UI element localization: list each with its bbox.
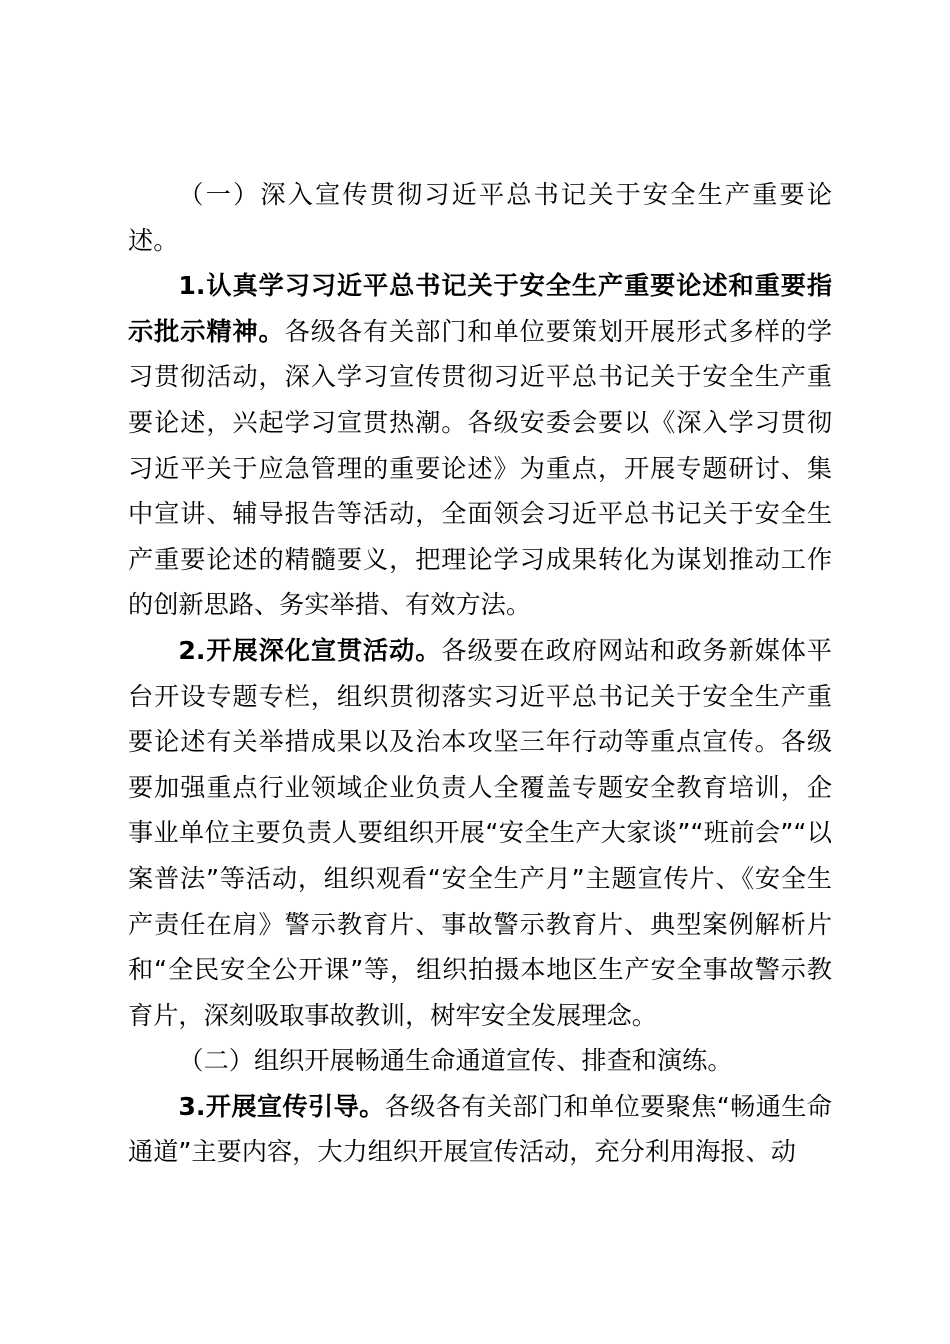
item-1-body: 各级各有关部门和单位要策划开展形式多样的学习贯彻活动，深入学习宣传贯彻习近平总书记关于安全生产重要论述，兴起学习宣贯热潮。各级安委会要以《深入学习贯彻习近平关于应急管理的重要论述》为重点，开展专题研讨、集中宣讲、辅导报告等活动，全面领会习近平总书记关于安全生产重要论述的精髓要义，把理论学习成果转化为谋划推动工作的创新思路、务实举措、有效方法。 bbox=[128, 316, 833, 620]
document-body bbox=[128, 172, 832, 1175]
item-3-body: 各级各有关部门和单位要聚焦“畅通生命通道”主要内容，大力组织开展宣传活动，充分利用海报、动 bbox=[128, 1091, 832, 1167]
item-1-heading: 1.认真学习习近平总书记关于安全生产重要论述和重要指示批示精神。 bbox=[128, 271, 832, 346]
item-2-heading: 2.开展深化宣贯活动。 bbox=[178, 635, 442, 665]
section-heading-1: （一）深入宣传贯彻习近平总书记关于安全生产重要论述。 bbox=[128, 180, 832, 255]
section-heading-2: （二）组织开展畅通生命通道宣传、排查和演练。 bbox=[178, 1046, 733, 1076]
item-3-heading: 3.开展宣传引导。 bbox=[178, 1091, 385, 1121]
paragraph-item-3 bbox=[128, 1084, 832, 1175]
paragraph-item-1 bbox=[128, 263, 832, 628]
paragraph-item-2 bbox=[128, 628, 832, 1038]
item-2-body: 各级要在政府网站和政务新媒体平台开设专题专栏，组织贯彻落实习近平总书记关于安全生产重要论述有关举措成果以及治本攻坚三年行动等重点宣传。各级要加强重点行业领域企业负责人全覆盖专题安全教育培训，企事业单位主要负责人要组织开展“安全生产大家谈”“班前会”“以案普法”等活动，组织观看“安全生产月”主题宣传片、《安全生产责任在肩》警示教育片、事故警示教育片、典型案例解析片和“全民安全公开课”等，组织拍摄本地区生产安全事故警示教育片，深刻吸取事故教训，树牢安全发展理念。 bbox=[128, 635, 832, 1030]
